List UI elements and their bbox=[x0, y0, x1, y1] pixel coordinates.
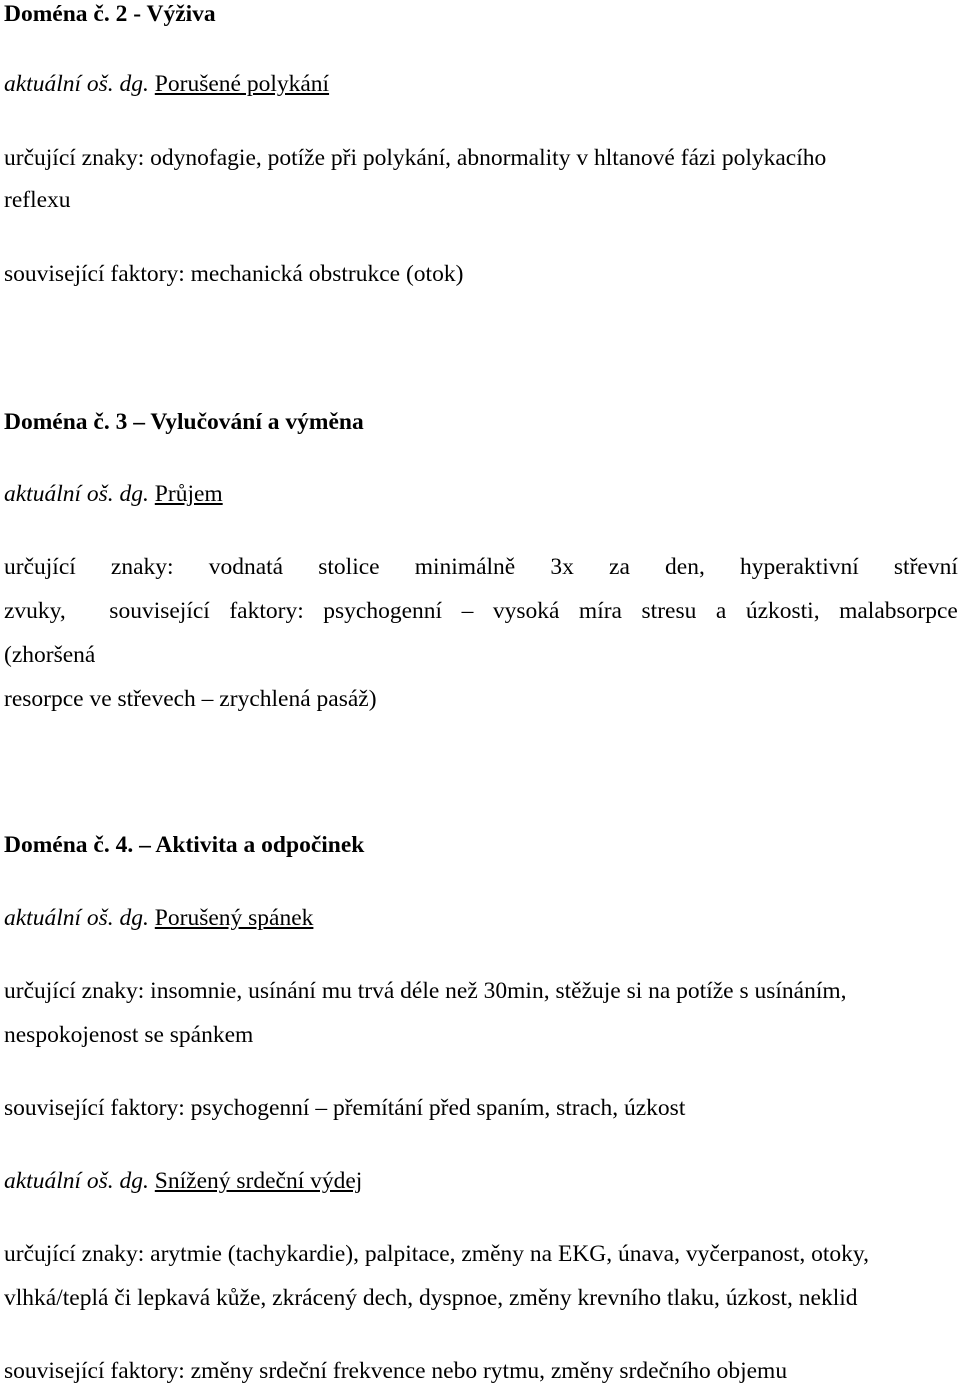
domain2-diagnosis bbox=[4, 70, 960, 98]
domain4-dx1-defining-line1: určující znaky: insomnie, usínání mu trvá déle než 30min, stěžuje si na potíže s usínáním, bbox=[4, 978, 847, 1004]
domain2-defining-line2: reflexu bbox=[4, 187, 71, 213]
word: 3x bbox=[550, 554, 574, 580]
word: střevní bbox=[893, 554, 958, 580]
domain3-diagnosis bbox=[4, 480, 960, 508]
diagnosis-name: Průjem bbox=[154, 481, 223, 507]
domain4-heading: Doména č. 4. – Aktivita a odpočinek bbox=[4, 832, 365, 858]
diagnosis-prefix: aktuální oš. dg. bbox=[4, 71, 149, 97]
word: za bbox=[609, 554, 630, 580]
word: zvuky, bbox=[4, 598, 66, 624]
word: den, bbox=[665, 554, 705, 580]
word: znaky: bbox=[110, 554, 174, 580]
domain4-dx2-defining-line2: vlhká/teplá či lepkavá kůže, zkrácený dech, dyspnoe, změny krevního tlaku, úzkost, neklid bbox=[4, 1285, 858, 1311]
domain4-dx2-related-factors: související faktory: změny srdeční frekvence nebo rytmu, změny srdečního objemu bbox=[4, 1358, 788, 1384]
domain2-heading: Doména č. 2 - Výživa bbox=[4, 1, 216, 27]
word: míra bbox=[578, 598, 622, 624]
domain3-text-line3: (zhoršená bbox=[4, 642, 96, 668]
word: malabsorpce bbox=[839, 598, 958, 624]
diagnosis-name: Porušený spánek bbox=[154, 905, 314, 931]
domain3-heading: Doména č. 3 – Vylučování a výměna bbox=[4, 409, 364, 435]
domain2-defining-line1: určující znaky: odynofagie, potíže při polykání, abnormality v hltanové fázi polykacího bbox=[4, 145, 827, 171]
word: stolice bbox=[318, 554, 380, 580]
word: hyperaktivní bbox=[739, 554, 859, 580]
diagnosis-name: Snížený srdeční výdej bbox=[154, 1168, 363, 1194]
word: stresu bbox=[641, 598, 697, 624]
diagnosis-prefix: aktuální oš. dg. bbox=[4, 481, 149, 507]
word: úzkosti, bbox=[745, 598, 820, 624]
word: – bbox=[461, 598, 474, 624]
domain4-dx1-related-factors: související faktory: psychogenní – přemítání před spaním, strach, úzkost bbox=[4, 1095, 686, 1121]
word: a bbox=[715, 598, 727, 624]
domain4-dx1-defining-line2: nespokojenost se spánkem bbox=[4, 1022, 254, 1048]
domain2-related-factors: související faktory: mechanická obstrukce (otok) bbox=[4, 261, 464, 287]
domain4-diagnosis-1 bbox=[4, 904, 960, 932]
word: vysoká bbox=[492, 598, 560, 624]
word: minimálně bbox=[414, 554, 516, 580]
domain4-diagnosis-2 bbox=[4, 1167, 960, 1195]
word: určující bbox=[4, 554, 76, 580]
word: související bbox=[109, 598, 210, 624]
diagnosis-prefix: aktuální oš. dg. bbox=[4, 1168, 149, 1194]
domain3-text-line2 bbox=[4, 597, 958, 625]
diagnosis-prefix: aktuální oš. dg. bbox=[4, 905, 149, 931]
domain3-text-line4: resorpce ve střevech – zrychlená pasáž) bbox=[4, 686, 377, 712]
word: vodnatá bbox=[208, 554, 284, 580]
word: psychogenní bbox=[323, 598, 443, 624]
domain4-dx2-defining-line1: určující znaky: arytmie (tachykardie), palpitace, změny na EKG, únava, vyčerpanost, otoky, bbox=[4, 1241, 870, 1267]
domain3-text-line1 bbox=[4, 553, 958, 581]
word: faktory: bbox=[229, 598, 304, 624]
diagnosis-name: Porušené polykání bbox=[154, 71, 330, 97]
